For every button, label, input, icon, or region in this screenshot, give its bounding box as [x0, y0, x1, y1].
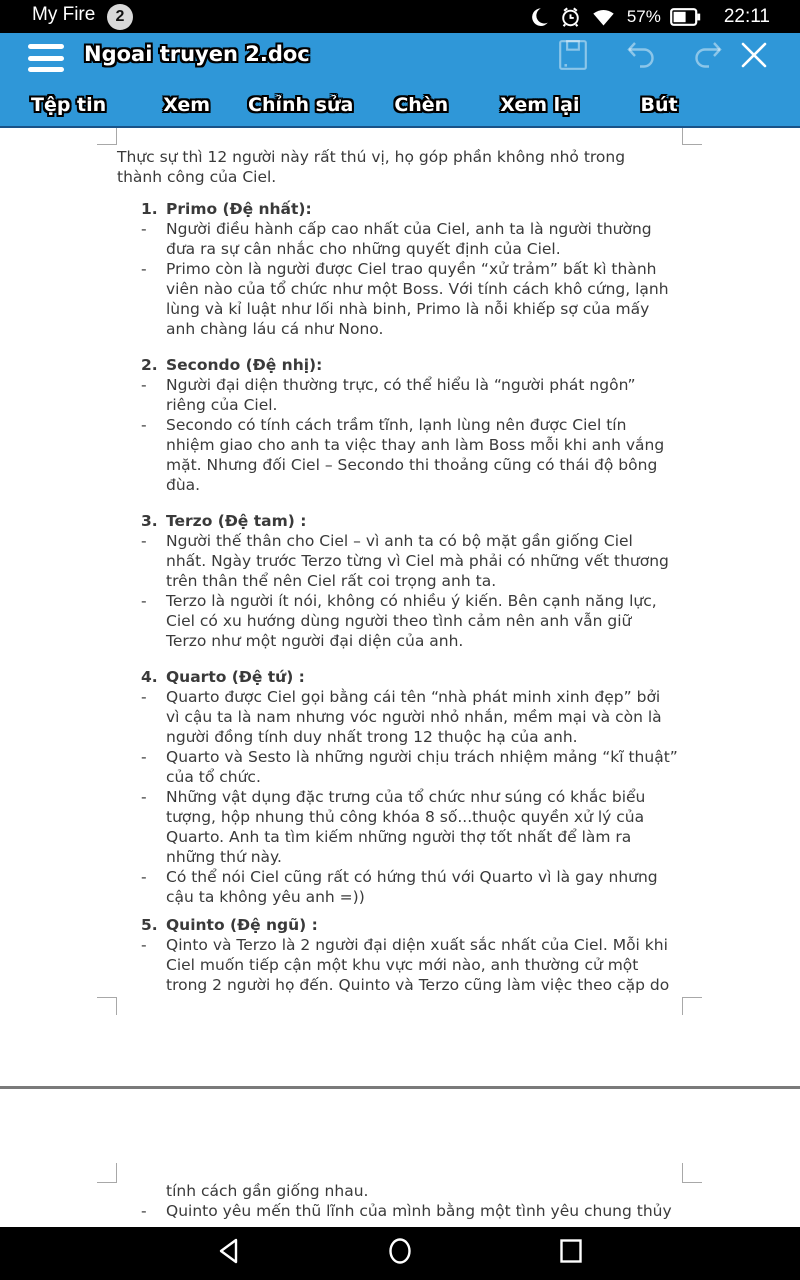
text-line: Quarto được Ciel gọi bằng cái tên “nhà phát minh xinh đẹp” bởi [166, 688, 661, 706]
wifi-icon [591, 6, 616, 28]
menu-item-file[interactable]: Tệp tin [31, 93, 107, 116]
bullet-dash: - [141, 592, 147, 610]
bullet-dash: - [141, 688, 147, 706]
text-line: Thực sự thì 12 người này rất thú vị, họ góp phần không nhỏ trong [117, 148, 626, 166]
recents-icon [558, 1235, 584, 1272]
text-line: Có thể nói Ciel cũng rất có hứng thú với Quarto vì là gay nhưng [166, 868, 658, 886]
section-title: Secondo (Đệ nhị): [166, 356, 323, 374]
bullet-text [166, 531, 669, 591]
text-line: riêng của Ciel. [166, 396, 278, 414]
clock-label: 22:11 [723, 5, 770, 27]
bullet-text [166, 867, 658, 907]
menu-item-view[interactable]: Xem [163, 93, 211, 116]
bullet-dash: - [141, 1202, 147, 1220]
bullet-dash: - [141, 376, 147, 394]
text-line: tính cách gần giống nhau. [166, 1182, 369, 1200]
text-line: Người đại diện thường trực, có thể hiểu là “người phát ngôn” [166, 376, 636, 394]
section-1 [117, 199, 800, 339]
recents-button[interactable] [555, 1238, 587, 1270]
bullet-item [117, 415, 800, 495]
list-number: 3. [141, 512, 158, 530]
section-3 [117, 511, 800, 651]
section-heading [117, 667, 800, 687]
text-line: nhiệm giao cho anh ta việc thay anh làm Boss mỗi khi anh vắng [166, 436, 665, 454]
page-2[interactable] [0, 1089, 800, 1227]
bullet-text [166, 747, 678, 787]
back-button[interactable] [213, 1238, 245, 1270]
status-icons [528, 0, 770, 33]
text-line: Quinto yêu mến thũ lĩnh của mình bằng một tình yêu chung thủy [166, 1202, 672, 1220]
document-title: Ngoai truyen 2.doc [84, 42, 310, 66]
undo-icon [625, 40, 657, 75]
bullet-item [117, 531, 800, 591]
text-line: lùng và kỉ luật như lối nhà binh, Primo là nỗi khiếp sợ của mấy [166, 300, 650, 318]
bullet-dash: - [141, 416, 147, 434]
redo-icon [692, 40, 724, 75]
margin-mark-bottom-right [682, 997, 702, 1015]
text-line: người đồng tính duy nhất trong 12 thuộc hạ của anh. [166, 728, 578, 746]
bullet-dash: - [141, 788, 147, 806]
text-line: Terzo như một người đại diện của anh. [166, 632, 464, 650]
list-number: 5. [141, 916, 158, 934]
text-line: cậu ta không yêu anh =)) [166, 888, 365, 906]
menu-item-insert[interactable]: Chèn [394, 93, 449, 116]
close-icon [739, 40, 769, 75]
bullet-text [166, 375, 636, 415]
text-line: viên nào của tổ chức như một Boss. Với tính cách khô cứng, lạnh [166, 280, 669, 298]
bullet-item [117, 1201, 800, 1221]
section-title: Terzo (Đệ tam) : [166, 512, 307, 530]
bullet-item [117, 935, 800, 995]
text-line: nhất. Ngày trước Terzo từng vì Ciel mà phải có những vết thương [166, 552, 669, 570]
list-number: 1. [141, 200, 158, 218]
app-bar [0, 33, 800, 128]
text-line: trên thân thể nên Ciel rất coi trọng anh ta. [166, 572, 497, 590]
bullet-text [166, 219, 652, 259]
bullet-dash: - [141, 748, 147, 766]
section-title: Quinto (Đệ ngũ) : [166, 916, 318, 934]
section-title: Primo (Đệ nhất): [166, 200, 312, 218]
margin-mark-top-right [682, 128, 702, 145]
bullet-text [166, 687, 662, 747]
section-4 [117, 667, 800, 907]
sections [117, 199, 800, 995]
home-button[interactable] [384, 1238, 416, 1270]
text-line: đùa. [166, 476, 201, 494]
bullet-text [166, 787, 645, 867]
bullet-dash: - [141, 868, 147, 886]
margin-mark-top-left [97, 128, 117, 145]
redo-button[interactable] [692, 41, 724, 73]
bullet-text [166, 591, 657, 651]
carrier-label: My Fire [32, 4, 96, 25]
text-line: tượng, hộp nhung thủ công khóa 8 số...thuộc quyền xử lý của [166, 808, 645, 826]
bullet-text [166, 935, 669, 995]
status-bar [0, 0, 800, 33]
list-number: 2. [141, 356, 158, 374]
bullet-text [166, 259, 669, 339]
hamburger-menu-icon[interactable] [28, 44, 64, 72]
text-line: Secondo có tính cách trầm tĩnh, lạnh lùng nên được Ciel tín [166, 416, 627, 434]
bullet-item [117, 867, 800, 907]
section-heading [117, 355, 800, 375]
text-line: Terzo là người ít nói, không có nhiều ý kiến. Bên cạnh năng lực, [166, 592, 657, 610]
bullet-dash: - [141, 260, 147, 278]
bullet-text [166, 1201, 672, 1221]
margin-mark-page2-top-right [682, 1163, 702, 1183]
text-line: những thứ này. [166, 848, 282, 866]
bullet-item [117, 747, 800, 787]
bullet-dash: - [141, 532, 147, 550]
close-button[interactable] [738, 41, 770, 73]
section-heading [117, 199, 800, 219]
nav-bar [0, 1227, 800, 1280]
text-line: Ciel có xu hướng dùng người theo tình cảm nên anh vẫn giữ [166, 612, 632, 630]
margin-mark-page2-top-left [97, 1163, 117, 1183]
menu-item-edit[interactable]: Chỉnh sửa [248, 93, 354, 116]
text-line: Quarto. Anh ta tìm kiếm những người thợ tốt nhất để làm ra [166, 828, 632, 846]
app-bar-actions [557, 41, 800, 73]
intro-paragraph [117, 147, 800, 187]
section-heading [117, 511, 800, 531]
home-icon [387, 1235, 413, 1272]
page-1[interactable] [0, 128, 800, 1086]
menu-item-review[interactable]: Xem lại [500, 93, 580, 116]
section-heading [117, 915, 800, 935]
menu-bar [0, 83, 800, 126]
bullet-item [117, 787, 800, 867]
section-2 [117, 355, 800, 495]
bullet-item [117, 219, 800, 259]
text-line: Người điều hành cấp cao nhất của Ciel, anh ta là người thường [166, 220, 652, 238]
battery-percent: 57% [626, 6, 661, 26]
text-line: Những vật dụng đặc trưng của tổ chức như súng có khắc biểu [166, 788, 646, 806]
bullet-dash: - [141, 220, 147, 238]
bullet-item [117, 259, 800, 339]
margin-mark-bottom-left [97, 997, 117, 1015]
bullet-item [117, 687, 800, 747]
section-title: Quarto (Đệ tứ) : [166, 668, 305, 686]
text-line: Primo còn là người được Ciel trao quyền “xử trảm” bất kì thành [166, 260, 657, 278]
bullet-text [166, 415, 664, 495]
back-icon [215, 1235, 243, 1272]
undo-button[interactable] [625, 41, 657, 73]
text-line: đưa ra sự cân nhắc cho những quyết định của Ciel. [166, 240, 561, 258]
save-icon [558, 39, 588, 76]
text-line: Quarto và Sesto là những người chịu trách nhiệm mảng “kĩ thuật” [166, 748, 678, 766]
text-line: anh chàng láu cá như Nono. [166, 320, 384, 338]
text-line: thành công của Ciel. [117, 168, 277, 186]
alarm-clock-icon [559, 5, 582, 29]
page-2-content [117, 1181, 800, 1221]
text-line: mặt. Nhưng đối Ciel – Secondo thi thoảng cũng có thái độ bông [166, 456, 658, 474]
app-bar-top-row [0, 33, 800, 83]
text-line: Ciel muốn tiếp cận một khu vực mới nào, anh thường cử một [166, 956, 639, 974]
bullet-item [117, 591, 800, 651]
bullet-dash: - [141, 936, 147, 954]
text-line: Qinto và Terzo là 2 người đại diện xuất sắc nhất của Ciel. Mỗi khi [166, 936, 668, 954]
save-button[interactable] [557, 41, 589, 73]
document-area [0, 128, 800, 1227]
text-line: của tổ chức. [166, 768, 261, 786]
bullet-item [117, 375, 800, 415]
menu-item-pen[interactable]: Bút [640, 93, 678, 116]
text-line: Người thế thân cho Ciel – vì anh ta có bộ mặt gần giống Ciel [166, 532, 633, 550]
section-5 [117, 915, 800, 995]
battery-icon [670, 8, 701, 26]
notification-badge: 2 [107, 4, 133, 30]
text-line: trong 2 người họ đến. Quinto và Terzo cũng làm việc theo cặp do [166, 976, 670, 994]
list-number: 4. [141, 668, 158, 686]
text-line: vì cậu ta là nam nhưng vóc người nhỏ nhắn, mềm mại và còn là [166, 708, 662, 726]
moon-icon [528, 5, 550, 29]
